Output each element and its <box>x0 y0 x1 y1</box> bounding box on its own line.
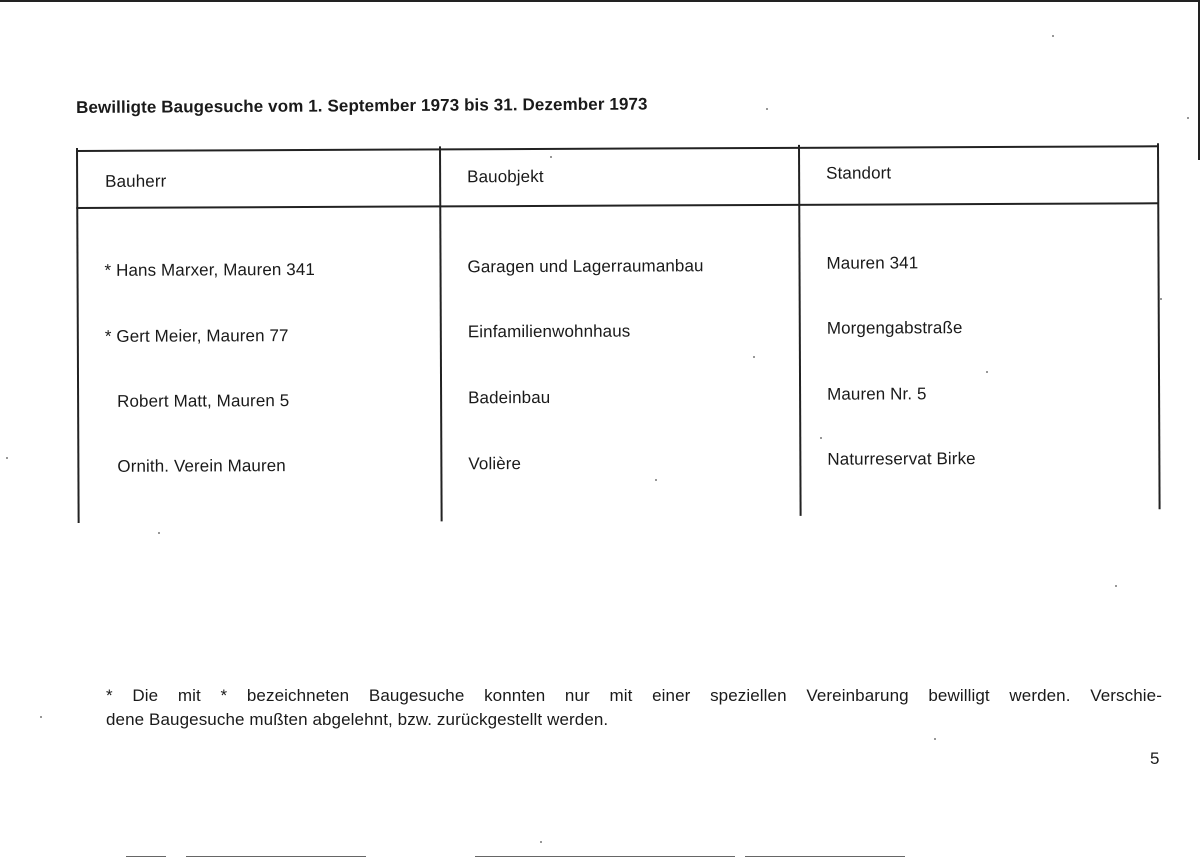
scan-speck <box>540 841 542 843</box>
table-row-3-bauobjekt: Badeinbau <box>468 387 551 408</box>
table-right-rule <box>1157 143 1160 509</box>
column-header-bauherr: Bauherr <box>105 171 167 191</box>
table-column-rule-2 <box>798 145 801 516</box>
table-row-3-standort: Mauren Nr. 5 <box>827 384 927 404</box>
table-row-1-standort: Mauren 341 <box>826 253 919 273</box>
page-bottom-edge <box>745 856 905 857</box>
scan-speck <box>1187 117 1189 119</box>
permits-table <box>76 143 1162 526</box>
footnote-line-1: * Die mit * bezeichneten Baugesuche konnten nur mit einer speziellen Vereinbarung bewilligt werden. Verschie- <box>106 686 1162 705</box>
page-bottom-edge <box>475 856 735 857</box>
page-title: Bewilligte Baugesuche vom 1. September 1973 bis 31. Dezember 1973 <box>76 94 648 117</box>
scan-speck <box>158 532 160 534</box>
scan-speck <box>1052 35 1054 37</box>
table-row-1-bauobjekt: Garagen und Lagerraumanbau <box>467 256 704 277</box>
column-header-bauobjekt: Bauobjekt <box>467 166 544 187</box>
table-column-rule-1 <box>439 146 442 521</box>
footnote-line-2: dene Baugesuche mußten abgelehnt, bzw. zurückgestellt werden. <box>106 710 609 729</box>
scan-speck <box>820 437 822 439</box>
column-header-standort: Standort <box>826 163 892 183</box>
table-header-rule <box>76 202 1158 208</box>
scan-speck <box>753 356 755 358</box>
table-top-rule <box>76 145 1158 151</box>
table-row-4-standort: Naturreservat Birke <box>827 449 976 469</box>
scan-speck <box>550 156 552 158</box>
scan-speck <box>1160 298 1162 300</box>
scan-speck <box>766 108 768 110</box>
page-top-border <box>0 0 1200 2</box>
table-row-2-bauobjekt: Einfamilienwohnhaus <box>467 321 631 342</box>
scan-speck <box>40 716 42 718</box>
table-left-rule <box>76 148 79 523</box>
page-number: 5 <box>1150 749 1160 768</box>
page-bottom-edge <box>126 856 166 857</box>
table-row-2-standort: Morgengabstraße <box>826 318 963 338</box>
footnote <box>106 684 1162 732</box>
table-row-3-bauherr: Robert Matt, Mauren 5 <box>117 391 290 411</box>
table-row-1-bauherr: * Hans Marxer, Mauren 341 <box>104 259 315 280</box>
scan-speck <box>6 457 8 459</box>
page-bottom-edge <box>186 856 366 857</box>
scan-speck <box>655 479 657 481</box>
table-row-4-bauherr: Ornith. Verein Mauren <box>117 456 286 476</box>
table-row-4-bauobjekt: Volière <box>468 454 522 474</box>
scan-speck <box>1115 585 1117 587</box>
table-row-2-bauherr: * Gert Meier, Mauren 77 <box>104 326 289 346</box>
scan-speck <box>934 738 936 740</box>
scan-speck <box>986 371 988 373</box>
